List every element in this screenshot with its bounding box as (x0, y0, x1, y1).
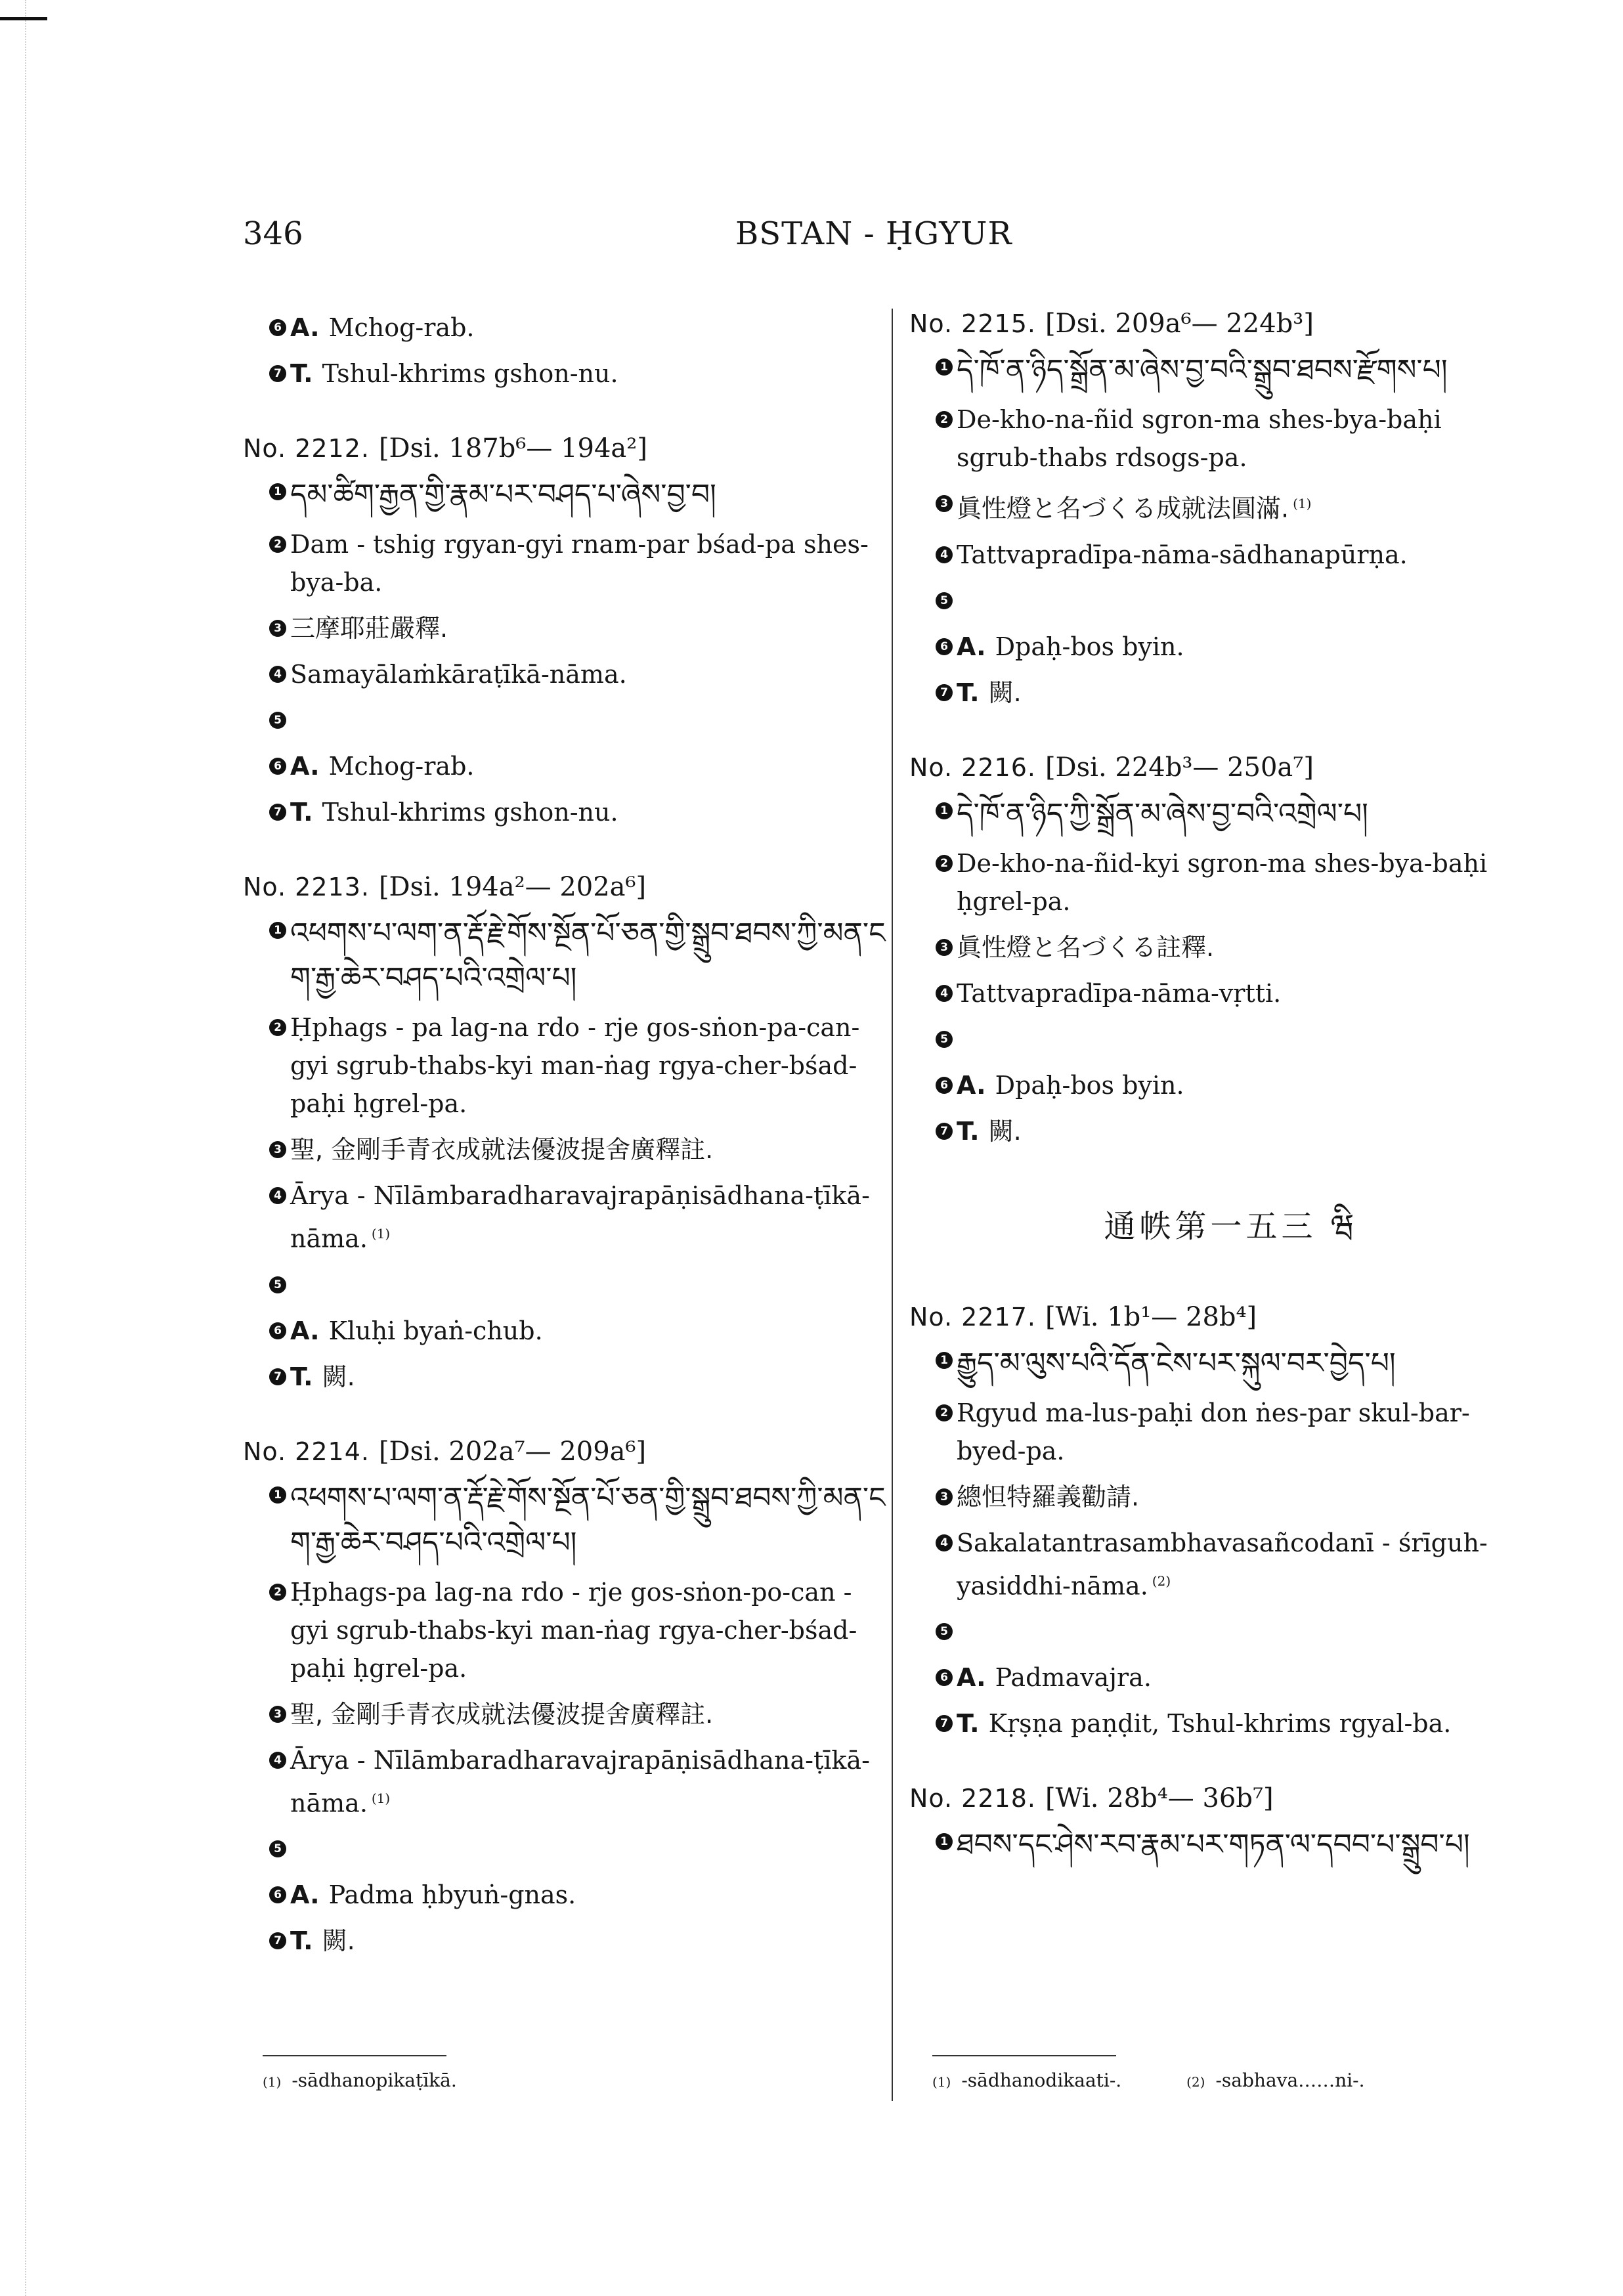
field-romanized-title (243, 1008, 893, 1123)
entry-location: [Dsi. 224b³— 250a⁷] (1045, 752, 1314, 783)
footnote-ref: (1) (1293, 496, 1312, 511)
field-author (243, 1876, 893, 1914)
field-translator (909, 1704, 1526, 1743)
field-translator (909, 674, 1526, 712)
marker-3: 3 (936, 1488, 953, 1505)
sanskrit-title: Ārya - Nīlāmbaradharavajrapāṇisādhana-ṭīkā-nāma. (290, 1745, 870, 1818)
sanskrit-title: Ārya - Nīlāmbaradharavajrapāṇisādhana-ṭīkā-nāma. (290, 1181, 870, 1253)
romanized-title: Ḥphags-pa lag-na rdo - rje gos-sṅon-po-can - gyi sgrub-thabs-kyi man-ṅag rgya-cher-bśad-paḥi ḥgrel-pa. (290, 1577, 857, 1683)
marker-7: 7 (936, 1715, 953, 1732)
left-column (243, 309, 893, 2001)
entry-heading (909, 309, 1526, 339)
entry-2216 (909, 752, 1526, 1150)
field-author (243, 747, 893, 785)
field-chinese-title (243, 609, 893, 647)
field-chinese-title (909, 928, 1526, 966)
field-tibetan-title (909, 792, 1526, 836)
translator-value: 闕. (988, 678, 1022, 707)
marker-4: 4 (269, 666, 286, 683)
marker-3: 3 (269, 1141, 286, 1158)
footnote-text: -sabhava……ni-. (1215, 2069, 1365, 2091)
volume-heading: 通帙第一五三 ཝི (1104, 1207, 1358, 1245)
marker-3: 3 (936, 939, 953, 956)
author-label: A. (290, 752, 320, 781)
translator-label: T. (290, 1362, 313, 1391)
chinese-title: 總怛特羅義勸請. (957, 1482, 1140, 1511)
right-column (909, 309, 1526, 1908)
chinese-title: 聖, 金剛手青衣成就法優波提舍廣釋註. (290, 1135, 714, 1164)
entry-heading (909, 1783, 1526, 1813)
marker-1: 1 (936, 1352, 953, 1369)
marker-4: 4 (269, 1187, 286, 1204)
field-romanized-title (909, 844, 1526, 921)
footnotes-right (932, 2055, 1523, 2091)
entry-number: No. 2213. (243, 873, 370, 901)
author-label: A. (957, 1663, 986, 1693)
scan-edge (0, 0, 26, 2296)
author-value: Dpaḥ-bos byin. (995, 1070, 1184, 1100)
chinese-title: 三摩耶莊嚴釋. (290, 614, 448, 643)
field-empty (243, 1830, 893, 1868)
marker-7: 7 (269, 365, 286, 382)
marker-2: 2 (936, 855, 953, 872)
marker-1: 1 (269, 483, 286, 500)
author-value: Mchog-rab. (328, 752, 475, 781)
tibetan-title: འཕགས་པ་ལག་ན་རྡོ་རྗེ་གོས་སྔོན་པོ་ཅན་གྱི་སྒྲུབ་ཐབས་ཀྱི་མན་ངག་རྒྱ་ཆེར་བཤད་པའི་འགྲེལ་པ། (290, 917, 886, 995)
field-translator (909, 1112, 1526, 1150)
marker-6: 6 (269, 758, 286, 775)
entry-location: [Wi. 1b¹— 28b⁴] (1045, 1301, 1257, 1332)
translator-label: T. (957, 678, 980, 707)
entry-location: [Wi. 28b⁴— 36b⁷] (1045, 1783, 1274, 1814)
field-author (243, 309, 893, 347)
marker-6: 6 (936, 638, 953, 655)
field-romanized-title (909, 401, 1526, 477)
tibetan-title: དེ་ཁོ་ན་ཉིད་ཀྱི་སྒྲོན་མ་ཞེས་བྱ་བའི་འགྲེལ་པ། (957, 796, 1368, 831)
author-label: A. (290, 313, 320, 342)
entry-2214 (243, 1437, 893, 1960)
marker-1: 1 (936, 358, 953, 376)
entry-number: No. 2218. (909, 1784, 1036, 1813)
translator-value: 闕. (322, 1926, 355, 1956)
chinese-title: 聖, 金剛手青衣成就法優波提舍廣釋註. (290, 1699, 714, 1729)
field-romanized-title (243, 1573, 893, 1687)
entry-location: [Dsi. 202a⁷— 209a⁶] (378, 1436, 647, 1467)
field-author (909, 1658, 1526, 1697)
field-sanskrit-title (243, 1177, 893, 1258)
page-number: 346 (243, 215, 303, 252)
marker-1: 1 (936, 802, 953, 819)
romanized-title: De-kho-na-ñid sgron-ma shes-bya-baḥi sgrub-thabs rdsogs-pa. (957, 405, 1442, 472)
author-label: A. (290, 1880, 320, 1910)
translator-value: 闕. (988, 1116, 1022, 1146)
entry-number: No. 2215. (909, 309, 1036, 338)
field-tibetan-title (243, 1476, 893, 1565)
author-value: Dpaḥ-bos byin. (995, 632, 1184, 661)
tibetan-title: འཕགས་པ་ལག་ན་རྡོ་རྗེ་གོས་སྔོན་པོ་ཅན་གྱི་སྒྲུབ་ཐབས་ཀྱི་མན་ངག་རྒྱ་ཆེར་བཤད་པའི་འགྲེལ་པ། (290, 1481, 886, 1559)
field-author (243, 1312, 893, 1350)
translator-label: T. (290, 359, 313, 388)
field-sanskrit-title (909, 1524, 1526, 1605)
field-tibetan-title (909, 1341, 1526, 1386)
marker-2: 2 (269, 1019, 286, 1036)
marker-4: 4 (936, 546, 953, 563)
entry-number: No. 2216. (909, 752, 1036, 782)
footnote-ref: (1) (371, 1226, 391, 1242)
marker-6: 6 (269, 1322, 286, 1339)
marker-5: 5 (936, 1031, 953, 1048)
marker-7: 7 (269, 1368, 286, 1385)
translator-label: T. (290, 798, 313, 827)
field-chinese-title (243, 1131, 893, 1169)
sanskrit-title: Tattvapradīpa-nāma-sādhanapūrṇa. (957, 540, 1408, 569)
footnote-number: (1) (932, 2074, 951, 2090)
footnote (263, 2069, 457, 2091)
marker-4: 4 (936, 985, 953, 1002)
marker-1: 1 (269, 922, 286, 939)
romanized-title: De-kho-na-ñid-kyi sgron-ma shes-bya-baḥi ḥgrel-pa. (957, 848, 1488, 916)
marker-3: 3 (269, 1706, 286, 1723)
author-value: Padmavajra. (995, 1663, 1152, 1693)
entry-heading (243, 872, 893, 902)
field-author (909, 1066, 1526, 1104)
field-chinese-title (909, 485, 1526, 528)
field-tibetan-title (909, 348, 1526, 393)
marker-7: 7 (269, 1932, 286, 1949)
tibetan-title: རྒྱུད་མ་ལུས་པའི་དོན་ངེས་པར་སྐུལ་བར་བྱེད་པ། (957, 1346, 1396, 1380)
footnote-text: -sādhanodikaati-. (961, 2069, 1122, 2091)
footnotes-left (263, 2055, 854, 2091)
entry-2218 (909, 1783, 1526, 1867)
footnote (1186, 2069, 1364, 2091)
entry-location: [Dsi. 209a⁶— 224b³] (1045, 309, 1314, 339)
footnote-number: (1) (263, 2074, 282, 2090)
author-label: A. (957, 632, 986, 661)
field-chinese-title (909, 1478, 1526, 1516)
footnote-text: -sādhanopikaṭīkā. (292, 2069, 457, 2091)
field-sanskrit-title (909, 974, 1526, 1012)
page-header (243, 215, 1517, 268)
tibetan-title: དེ་ཁོ་ན་ཉིད་སྒྲོན་མ་ཞེས་བྱ་བའི་སྒྲུབ་ཐབས་རྫོགས་པ། (957, 353, 1448, 387)
field-sanskrit-title (243, 1741, 893, 1823)
translator-label: T. (957, 1709, 980, 1739)
footnote-rule (263, 2055, 446, 2056)
field-translator (243, 1922, 893, 1960)
entry-continuation (243, 309, 893, 393)
field-romanized-title (909, 1394, 1526, 1470)
marker-4: 4 (269, 1752, 286, 1769)
field-author (909, 628, 1526, 666)
romanized-title: Rgyud ma-lus-paḥi don ṅes-par skul-bar-byed-pa. (957, 1398, 1470, 1465)
translator-label: T. (957, 1116, 980, 1146)
field-tibetan-title (243, 911, 893, 1001)
marker-7: 7 (936, 1123, 953, 1140)
author-label: A. (290, 1316, 320, 1345)
marker-2: 2 (936, 1404, 953, 1421)
field-sanskrit-title (243, 655, 893, 693)
marker-6: 6 (936, 1669, 953, 1686)
field-sanskrit-title (909, 536, 1526, 574)
edge-mark (0, 17, 47, 20)
chinese-title: 眞性燈と名づくる成就法圓滿. (957, 494, 1289, 523)
footnote-ref: (1) (371, 1790, 391, 1806)
entry-number: No. 2212. (243, 434, 370, 463)
marker-7: 7 (936, 684, 953, 701)
field-chinese-title (243, 1695, 893, 1733)
entry-2212 (243, 433, 893, 831)
marker-2: 2 (936, 411, 953, 428)
field-empty (243, 1266, 893, 1304)
field-empty (909, 1020, 1526, 1058)
romanized-title: Ḥphags - pa lag-na rdo - rje gos-sṅon-pa-can-gyi sgrub-thabs-kyi man-ṅag rgya-cher-bśad-paḥi ḥgrel-pa. (290, 1013, 860, 1118)
marker-3: 3 (936, 495, 953, 512)
entry-heading (909, 752, 1526, 783)
running-title: BSTAN - ḤGYUR (735, 215, 1012, 252)
translator-value: Tshul-khrims gshon-nu. (322, 798, 618, 827)
chinese-title: 眞性燈と名づくる註釋. (957, 932, 1215, 962)
translator-label: T. (290, 1926, 313, 1956)
marker-6: 6 (269, 319, 286, 336)
entry-heading (243, 433, 893, 464)
marker-6: 6 (269, 1886, 286, 1903)
author-label: A. (957, 1070, 986, 1100)
marker-2: 2 (269, 1584, 286, 1601)
field-tibetan-title (909, 1823, 1526, 1867)
romanized-title: Dam - tshig rgyan-gyi rnam-par bśad-pa shes-bya-ba. (290, 530, 869, 597)
marker-1: 1 (936, 1833, 953, 1850)
translator-value: Tshul-khrims gshon-nu. (322, 359, 618, 388)
marker-5: 5 (936, 1623, 953, 1640)
field-translator (243, 1358, 893, 1396)
entry-number: No. 2214. (243, 1437, 370, 1466)
entry-2215 (909, 309, 1526, 712)
field-tibetan-title (243, 473, 893, 517)
entry-2213 (243, 872, 893, 1396)
marker-5: 5 (269, 712, 286, 729)
translator-value: Kṛṣṇa paṇḍit, Tshul-khrims rgyal-ba. (988, 1709, 1452, 1739)
tibetan-title: ཐབས་དང་ཤེས་རབ་རྣམ་པར་གཏན་ལ་དབབ་པ་སྒྲུབ་པ། (957, 1828, 1470, 1862)
marker-3: 3 (269, 620, 286, 637)
author-value: Padma ḥbyuṅ-gnas. (328, 1880, 576, 1910)
marker-5: 5 (269, 1840, 286, 1857)
marker-1: 1 (269, 1486, 286, 1504)
marker-5: 5 (936, 592, 953, 609)
field-empty (909, 1613, 1526, 1651)
author-value: Kluḥi byaṅ-chub. (328, 1316, 543, 1345)
footnote (932, 2069, 1121, 2091)
marker-6: 6 (936, 1077, 953, 1094)
footnote-rule (932, 2055, 1116, 2056)
marker-5: 5 (269, 1276, 286, 1293)
footnote-number: (2) (1186, 2074, 1205, 2090)
translator-value: 闕. (322, 1362, 355, 1391)
field-romanized-title (243, 525, 893, 601)
entry-heading (243, 1437, 893, 1467)
marker-2: 2 (269, 536, 286, 553)
entry-heading (909, 1302, 1526, 1332)
sanskrit-title: Tattvapradīpa-nāma-vṛtti. (957, 978, 1282, 1008)
footnote-ref: (2) (1152, 1572, 1171, 1589)
sanskrit-title: Sakalatantrasambhavasañcodanī - śrīguh-yasiddhi-nāma. (957, 1528, 1488, 1601)
sanskrit-title: Samayālaṁkāraṭīkā-nāma. (290, 660, 627, 689)
field-empty (243, 701, 893, 739)
field-empty (909, 582, 1526, 620)
author-value: Mchog-rab. (328, 313, 475, 342)
entry-location: [Dsi. 194a²— 202a⁶] (378, 872, 647, 902)
field-translator (243, 793, 893, 831)
marker-7: 7 (269, 804, 286, 821)
entry-number: No. 2217. (909, 1302, 1036, 1332)
tibetan-title: དམ་ཚིག་རྒྱན་གྱི་རྣམ་པར་བཤད་པ་ཞེས་བྱ་བ། (290, 478, 716, 511)
entry-2217 (909, 1302, 1526, 1743)
field-translator (243, 355, 893, 393)
marker-4: 4 (936, 1534, 953, 1551)
entry-location: [Dsi. 187b⁶— 194a²] (378, 433, 647, 464)
